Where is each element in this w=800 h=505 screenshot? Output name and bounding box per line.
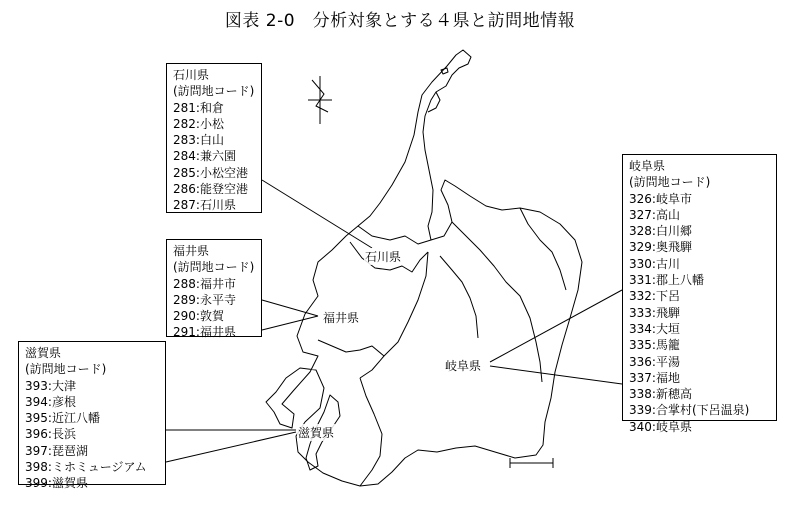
north-arrow-icon (308, 76, 332, 124)
visit-code-item: 326:岐阜市 (629, 191, 692, 206)
visit-code-item: 328:白川郷 (629, 224, 692, 239)
prefecture-boundary (360, 252, 428, 378)
prefecture-boundary (520, 208, 566, 290)
visit-code-item: 334:大垣 (629, 321, 680, 336)
info-box-ishikawa (166, 63, 262, 213)
visit-code-item: 398:ミホミュージアム (25, 460, 147, 475)
visit-code-item: 332:下呂 (629, 289, 680, 304)
leader-line-ishikawa (262, 180, 372, 248)
map-label-ishikawa: 石川県 (365, 250, 402, 264)
box-heading: 石川県 (173, 68, 210, 82)
map-label-fukui: 福井県 (323, 311, 360, 325)
scale-bar-icon (510, 458, 553, 468)
visit-code-item: 329:奥飛騨 (629, 240, 692, 255)
visit-code-item: 397:琵琶湖 (25, 443, 88, 458)
box-heading: 岐阜県 (629, 159, 666, 173)
visit-code-item: 335:馬籠 (629, 338, 680, 353)
visit-code-item: 393:大津 (25, 378, 76, 393)
visit-code-item: 284:兼六園 (173, 149, 236, 164)
leader-line-shiga (166, 432, 296, 462)
visit-code-item: 291:福井県 (173, 325, 236, 340)
box-subheading: (訪問地コード) (173, 84, 255, 99)
info-box-fukui (166, 239, 262, 340)
visit-code-item: 282:小松 (173, 116, 224, 131)
island-outline (441, 68, 448, 74)
visit-code-item: 285:小松空港 (173, 165, 248, 180)
figure-title: 図表 2-0 分析対象とする４県と訪問地情報 (224, 11, 576, 31)
box-heading: 福井県 (173, 244, 210, 258)
map-label-gifu: 岐阜県 (445, 359, 482, 373)
map-label-shiga: 滋賀県 (298, 426, 335, 440)
prefecture-boundary (318, 340, 384, 356)
visit-code-item: 394:彦根 (25, 394, 76, 409)
visit-code-item: 333:飛騨 (629, 305, 680, 320)
visit-code-item: 340:岐阜県 (629, 419, 692, 434)
visit-code-item: 395:近江八幡 (25, 411, 100, 426)
visit-code-item: 289:永平寺 (173, 292, 236, 307)
visit-code-item: 336:平湯 (629, 354, 680, 369)
prefecture-boundary (440, 256, 478, 338)
prefecture-boundary (360, 378, 382, 486)
visit-code-item: 288:福井市 (173, 276, 236, 291)
box-subheading: (訪問地コード) (629, 175, 711, 190)
region-outline (266, 50, 582, 486)
box-subheading: (訪問地コード) (25, 362, 107, 377)
visit-code-item: 283:白山 (173, 133, 224, 148)
visit-code-item: 286:能登空港 (173, 182, 248, 197)
visit-code-item: 399:滋賀県 (25, 476, 88, 491)
visit-code-item: 338:新穂高 (629, 387, 692, 402)
leader-line-gifu (490, 290, 622, 362)
leader-line-fukui (262, 316, 318, 330)
visit-code-item: 396:長浜 (25, 427, 76, 442)
visit-code-item: 327:高山 (629, 207, 680, 222)
visit-code-item: 331:郡上八幡 (629, 273, 704, 288)
prefecture-boundary (358, 226, 431, 244)
info-box-gifu (622, 154, 777, 434)
box-heading: 滋賀県 (25, 346, 62, 360)
box-subheading: (訪問地コード) (173, 260, 255, 275)
visit-code-item: 281:和倉 (173, 100, 224, 115)
visit-code-item: 290:敦賀 (173, 309, 224, 324)
visit-code-item: 337:福地 (629, 370, 680, 385)
visit-code-item: 330:古川 (629, 256, 680, 271)
info-box-shiga (18, 341, 166, 491)
visit-code-item: 339:合掌村(下呂温泉) (629, 403, 750, 418)
visit-code-item: 287:石川県 (173, 198, 236, 213)
